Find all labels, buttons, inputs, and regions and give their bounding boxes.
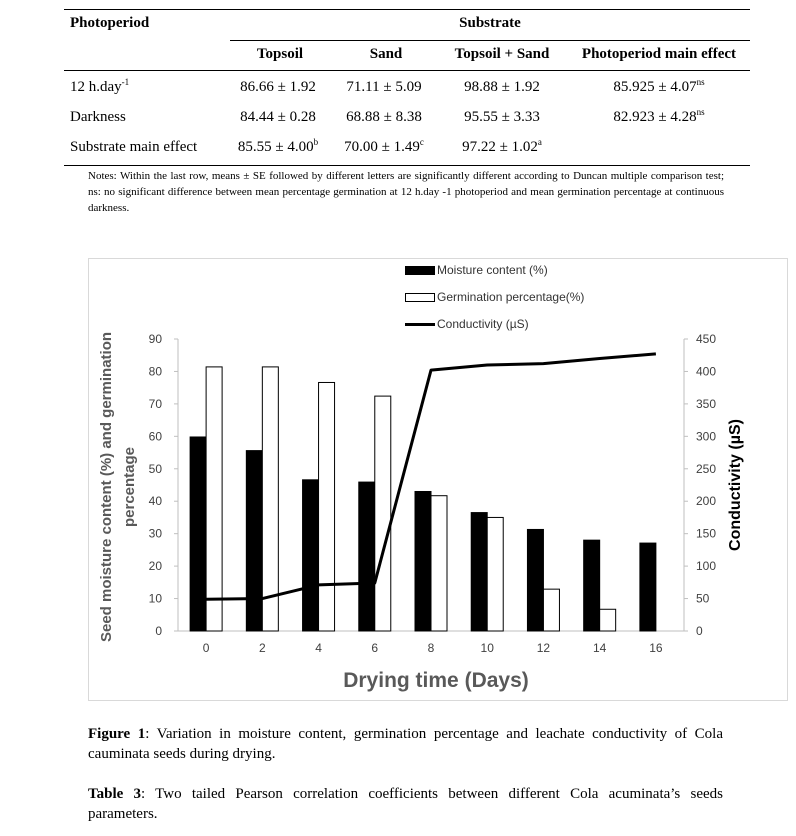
sub-header-photoperiod-main-effect: Photoperiod main effect: [581, 46, 737, 62]
table-cell: 98.88 ± 1.92: [464, 79, 540, 95]
y-tick-label-right: 0: [696, 624, 703, 638]
row-label: 12 h.day$^{-1}$: [70, 77, 130, 95]
y-tick-label-left: 90: [148, 332, 162, 346]
y-tick-label-left: 70: [148, 396, 162, 411]
figure-caption-label: Figure 1: [88, 726, 146, 742]
table-cell: 71.11 ± 5.09: [346, 79, 422, 95]
bar-germination: [431, 496, 447, 631]
row-label: Darkness: [70, 109, 126, 125]
table-cell: $82.923 \pm 4.28^{ns}$: [613, 107, 705, 125]
sub-header-sand: Sand: [369, 46, 403, 62]
bar-germination: [375, 396, 391, 631]
photoperiod-header: Photoperiod: [70, 15, 150, 31]
y-tick-label-left: 80: [148, 364, 162, 379]
y-tick-label-left: 50: [148, 461, 162, 476]
bar-germination: [206, 367, 222, 631]
bar-germination: [487, 517, 503, 631]
header-bottom-rule: [64, 70, 750, 71]
legend-label-germination: Germination percentage(%): [437, 290, 585, 304]
bar-moisture: [303, 480, 319, 631]
x-tick-label: 2: [258, 641, 266, 655]
y-tick-label-right: 250: [696, 461, 717, 476]
table-bottom-rule: [64, 165, 750, 166]
table-cell: 84.44 ± 0.28: [240, 109, 316, 125]
y-tick-label-right: 200: [696, 494, 717, 509]
bar-germination: [262, 367, 278, 631]
figure-caption: [88, 724, 723, 764]
bar-moisture: [190, 437, 206, 631]
bar-germination: [319, 382, 335, 631]
bar-moisture: [246, 451, 262, 631]
x-tick-label: 12: [536, 641, 551, 655]
x-tick-label: 16: [649, 641, 663, 655]
y-tick-label-right: 300: [696, 429, 717, 444]
x-tick-label: 14: [592, 641, 607, 655]
x-tick-label: 8: [427, 641, 435, 655]
legend-label-conductivity: Conductivity (µS): [437, 317, 529, 331]
substrate-underline: [230, 40, 750, 41]
x-tick-label: 10: [480, 641, 494, 655]
bar-moisture: [584, 540, 600, 631]
table-cell: $85.925 \pm 4.07^{ns}$: [613, 77, 705, 95]
bar-moisture: [527, 529, 543, 631]
y-axis-title: [98, 332, 138, 642]
bar-moisture: [471, 513, 487, 631]
y-tick-label-right: 100: [696, 559, 717, 574]
y-tick-label-right: 350: [696, 396, 717, 411]
substrate-header: Substrate: [459, 15, 521, 31]
y-tick-label-left: 20: [148, 559, 162, 574]
y-tick-label-left: 0: [155, 624, 162, 638]
figure-caption-text: : Variation in moisture content, germination percentage and leachate conductivity of Cola cauminata seeds during drying.: [88, 726, 723, 762]
table-notes: Notes: Within the last row, means ± SE followed by different letters are significantly different according to Duncan multiple comparison test; ns: no significant difference between mean percentage germination at 12 h.day -1 photoperiod and mean germination percentage at continuous darkness.: [88, 170, 724, 214]
legend-swatch-conductivity: [405, 323, 435, 326]
bar-germination: [600, 609, 616, 631]
row-label: Substrate main effect: [70, 139, 198, 155]
y-axis-title-line: percentage: [121, 446, 138, 528]
y-tick-label-right: 400: [696, 364, 717, 379]
table-caption: [88, 784, 723, 824]
legend-swatch-moisture: [405, 266, 435, 275]
legend-swatch-germination: [405, 293, 435, 302]
y-tick-label-left: 10: [148, 591, 162, 606]
sub-header-topsoil-sand: Topsoil + Sand: [454, 46, 550, 62]
x-tick-label: 4: [315, 641, 322, 655]
legend-label-moisture: Moisture content (%): [437, 263, 548, 277]
y-tick-label-left: 60: [148, 429, 162, 444]
bar-moisture: [640, 543, 656, 631]
table-cell: 86.66 ± 1.92: [240, 79, 316, 95]
table-cell: 85.55 ± 4.00$^b$: [237, 137, 319, 155]
x-axis-title: Drying time (Days): [343, 669, 529, 692]
table-caption-text: : Two tailed Pearson correlation coefficients between different Cola acuminata’s seeds parameters.: [88, 786, 723, 822]
table-cell: 68.88 ± 8.38: [346, 109, 422, 125]
bar-moisture: [415, 491, 431, 631]
bar-moisture: [359, 482, 375, 631]
table-cell: 70.00 ± 1.49$^c$: [344, 137, 424, 155]
y-tick-label-right: 50: [696, 591, 710, 606]
x-tick-label: 0: [202, 641, 210, 655]
sub-header-topsoil: Topsoil: [256, 46, 304, 62]
table-top-rule: [64, 9, 750, 10]
bar-germination: [543, 589, 559, 631]
y-axis-title-line: Seed moisture content (%) and germination: [98, 331, 115, 643]
y-tick-label-left: 30: [148, 526, 162, 541]
table-cell: 97.22 ± 1.02$^a$: [462, 137, 542, 155]
y-tick-label-left: 40: [148, 494, 162, 509]
x-tick-label: 6: [371, 641, 379, 655]
y2-axis-title: Conductivity (µS): [727, 419, 744, 551]
y-tick-label-right: 150: [696, 526, 717, 541]
table-caption-label: Table 3: [88, 786, 142, 802]
y-tick-label-right: 450: [696, 332, 717, 346]
table-cell: 95.55 ± 3.33: [464, 109, 540, 125]
